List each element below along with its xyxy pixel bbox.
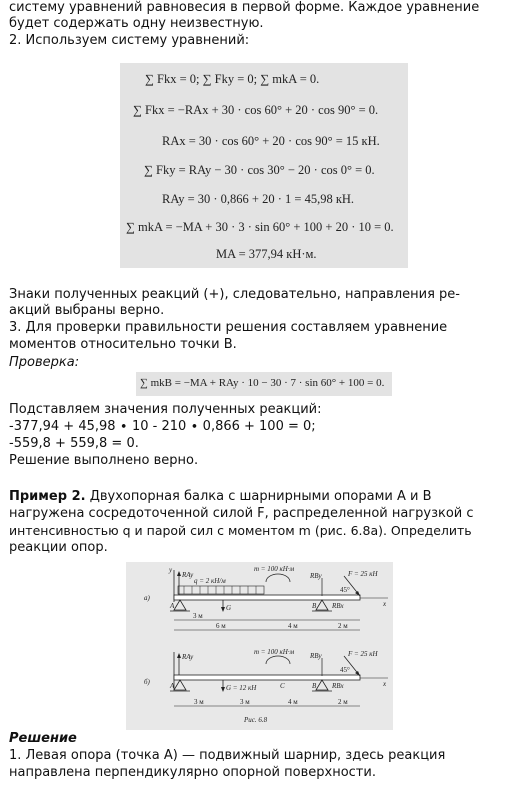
m-label-a: m = 100 кН·м (254, 565, 295, 573)
equation-6: ∑ mkA = −MA + 30 · 3 · sin 60° + 100 + 20 · 10 = 0. (126, 220, 394, 234)
ray-arrowhead-b (177, 653, 181, 658)
example-2-line-2: нагружена сосредоточенной силой F, распределенной нагрузкой с (9, 506, 474, 521)
g-label-a: G (226, 604, 232, 612)
step-3-line-1: 3. Для проверки правильности решения составляем уравнение (9, 320, 448, 335)
step-3-line-2: моментов относительно точки B. (9, 337, 237, 352)
dim-6m-a: 6 м (216, 622, 226, 630)
step-2-text: 2. Используем систему уравнений: (9, 33, 250, 48)
rbx-label-a: RBx (332, 602, 344, 610)
q-label: q = 2 кН/м (194, 577, 226, 585)
point-a-label-a: A (170, 602, 175, 610)
point-a-label-b: A (170, 682, 175, 690)
beam-b (174, 675, 360, 680)
equation-2: ∑ Fkx = −RAx + 30 · cos 60° + 20 · cos 90° = 0. (133, 103, 379, 117)
support-a-panel-b (174, 680, 186, 690)
solution-label: Решение (9, 731, 77, 746)
panel-b-label: б) (144, 678, 150, 686)
m-label-b: m = 100 кН·м (254, 648, 295, 656)
dim-3m-a: 3 м (193, 612, 203, 620)
signs-line-2: акций выбраны верно. (9, 303, 165, 318)
moment-arc-b (266, 656, 290, 664)
example-2-line-1 (9, 489, 432, 506)
g-arrow-a (221, 607, 225, 612)
y-label-a: y (169, 566, 173, 574)
substitute-line-4: Решение выполнено верно. (9, 453, 199, 468)
dim-2m-a: 2 м (338, 622, 348, 630)
dim-3m-b2: 3 м (240, 698, 250, 706)
ray-label-a: RAy (182, 571, 194, 579)
rbx-label-b: RBx (332, 682, 344, 690)
f-label-b: F = 25 кН (348, 650, 378, 658)
signs-line-1: Знаки полученных реакций (+), следовательно, направления ре- (9, 287, 460, 302)
g-arrow-b (221, 687, 225, 692)
dim-4m-a: 4 м (288, 622, 298, 630)
x-label-b: x (383, 680, 387, 688)
check-equation: ∑ mkB = −MA + RAy · 10 − 30 · 7 · sin 60° + 100 = 0. (140, 377, 385, 389)
figure-caption: Рис. 6.8 (244, 716, 268, 724)
substitute-line-2: -377,94 + 45,98 ∙ 10 - 210 ∙ 0,866 + 100 = 0; (9, 419, 316, 434)
ray-label-b: RAy (182, 653, 194, 661)
example-2-line-3: интенсивностью q и парой сил с моментом m (рис. 6.8а). Определить (9, 523, 472, 538)
angle-label-b: 45° (340, 666, 350, 674)
dim-4m-b: 4 м (288, 698, 298, 706)
moment-arc-a (266, 574, 290, 582)
solution-line-2: направлена перпендикулярно опорной поверхности. (9, 765, 376, 780)
point-b-label-a: B (312, 602, 317, 610)
example-2-label: Пример 2. (9, 489, 86, 504)
rby-label-a: RBy (310, 572, 322, 580)
g-value-label: G = 12 кН (226, 684, 257, 692)
equation-4: ∑ Fky = RAy − 30 · cos 30° − 20 · cos 0° = 0. (144, 163, 375, 177)
dim-3m-b1: 3 м (194, 698, 204, 706)
equation-1: ∑ Fkx = 0; ∑ Fky = 0; ∑ mkA = 0. (145, 72, 320, 86)
f-label-a: F = 25 кН (348, 570, 378, 578)
substitute-line-1: Подставляем значения полученных реакций: (9, 402, 322, 417)
equation-5: RAy = 30 · 0,866 + 20 · 1 = 45,98 кН. (162, 192, 355, 206)
intro-line-2: будет содержать одну неизвестную. (9, 16, 264, 31)
substitute-line-3: -559,8 + 559,8 = 0. (9, 436, 139, 451)
support-b-panel-a (316, 600, 328, 610)
support-b-panel-b (316, 680, 328, 690)
equation-7: MA = 377,94 кН·м. (216, 247, 317, 261)
distributed-load (178, 586, 264, 594)
ray-arrowhead-a (177, 571, 181, 576)
panel-a-label: а) (144, 594, 150, 602)
support-a-panel-a (174, 600, 186, 610)
beam-a (174, 595, 360, 600)
example-2-line-4: реакции опор. (9, 540, 108, 555)
solution-line-1: 1. Левая опора (точка A) — подвижный шарнир, здесь реакция (9, 748, 446, 763)
x-label-a: x (383, 600, 387, 608)
example-2-text-1: Двухопорная балка с шарнирными опорами A и B (89, 489, 432, 504)
point-c-label: C (280, 682, 285, 690)
intro-line-1: систему уравнений равновесия в первой форме. Каждое уравнение (9, 0, 480, 15)
figure-6-8 (126, 562, 393, 730)
point-b-label-b: B (312, 682, 317, 690)
equation-3: RAx = 30 · cos 60° + 20 · cos 90° = 15 кН. (162, 134, 380, 148)
dim-2m-b: 2 м (338, 698, 348, 706)
check-label: Проверка: (9, 355, 80, 370)
rby-label-b: RBy (310, 652, 322, 660)
angle-label-a: 45° (340, 586, 350, 594)
